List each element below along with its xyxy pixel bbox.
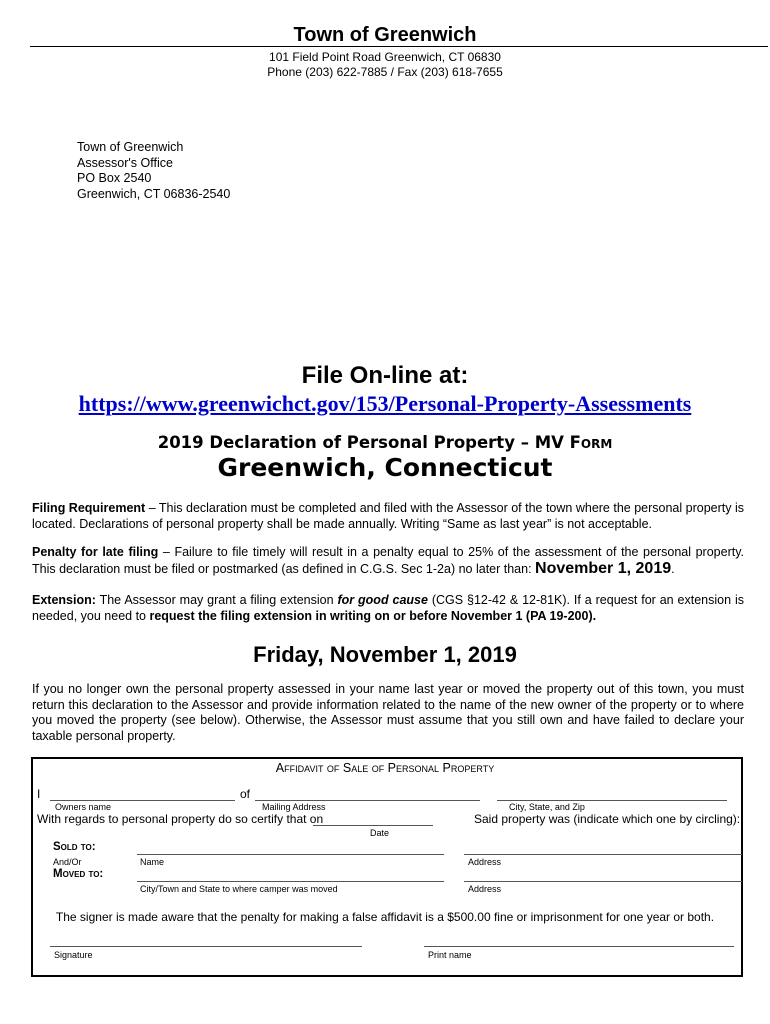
affidavit-title: Affidavit of Sale of Personal Property <box>275 761 495 775</box>
address-caption-2: Address <box>468 884 502 894</box>
town-address: 101 Field Point Road Greenwich, CT 06830 <box>269 50 501 64</box>
city-town-state-caption: City/Town and State to where camper was moved <box>140 884 338 894</box>
return-address-line: Assessor's Office <box>77 155 173 170</box>
penalty-paragraph <box>32 545 744 577</box>
city-state-zip-field[interactable] <box>497 800 727 801</box>
return-address-line: PO Box 2540 <box>77 171 152 185</box>
date-field[interactable] <box>313 825 433 826</box>
return-address-line: Town of Greenwich <box>77 140 184 154</box>
extension-label: Extension: <box>32 593 96 607</box>
false-affidavit-notice: The signer is made aware that the penalty for making a false affidavit is a $500.00 fine or imprisonment for one year or both. <box>55 910 715 924</box>
signature-field[interactable] <box>50 946 362 947</box>
return-address-line: Greenwich, CT 06836-2540 <box>77 186 231 201</box>
filing-requirement-paragraph <box>32 501 744 532</box>
print-name-field[interactable] <box>424 946 734 947</box>
file-online-link[interactable]: https://www.greenwichct.gov/153/Personal-Property-Assessments <box>78 391 692 416</box>
address-field-2[interactable] <box>464 881 742 882</box>
declaration-title <box>0 433 770 452</box>
sold-to-label[interactable]: Sold to: <box>53 841 96 853</box>
name-field[interactable] <box>137 854 444 855</box>
date-caption: Date <box>370 828 390 838</box>
extension-paragraph <box>32 593 744 624</box>
owners-name-field[interactable] <box>50 800 235 801</box>
said-property-text: Said property was (indicate which one by circling): <box>474 812 741 826</box>
extension-text-1: The Assessor may grant a filing extension <box>95 593 338 607</box>
extension-text-2: (CGS §12-42 & 12-81K). If a request for an extension is needed, you need to <box>32 593 744 623</box>
town-phone-fax: Phone (203) 622-7885 / Fax (203) 618-7655 <box>267 65 503 79</box>
address-field-1[interactable] <box>464 854 742 855</box>
extension-request: request the filing extension in writing on or before November 1 (PA 19-200). <box>149 608 597 623</box>
return-address <box>77 140 230 202</box>
no-longer-own-paragraph: If you no longer own the personal property assessed in your name last year or moved the property out of this town, you must return this declaration to the Assessor and provide information related to the name of the new owner of the property or to where you moved the property (see below). Otherwise, the Assessor must assume that you still own and have failed to declare your taxable personal property. <box>32 682 744 743</box>
filing-requirement-label: Filing Requirement <box>32 501 146 515</box>
affidavit-box <box>31 757 743 977</box>
due-date-heading: Friday, November 1, 2019 <box>253 642 517 667</box>
declaration-title-form: Form <box>569 433 613 452</box>
affidavit-of-label: of <box>240 787 251 801</box>
city-state-zip-caption: City, State, and Zip <box>509 802 585 812</box>
city-town-state-field[interactable] <box>137 881 444 882</box>
penalty-deadline: November 1, 2019 <box>535 559 672 577</box>
name-caption: Name <box>140 857 165 867</box>
file-online-label: File On-line at: <box>301 362 469 389</box>
signature-caption: Signature <box>54 950 93 960</box>
declaration-location: Greenwich, Connecticut <box>217 453 553 482</box>
print-name-caption: Print name <box>428 950 472 960</box>
certify-text: With regards to personal property do so certify that on <box>37 812 324 826</box>
penalty-text: – Failure to file timely will result in a penalty equal to 25% of the assessment of the personal property. This declaration must be filed or postmarked (as defined in C.G.S. Sec 1-2a) no later than: <box>32 545 744 576</box>
filing-requirement-text: – This declaration must be completed and filed with the Assessor of the town where the personal property is located. Declarations of personal property shall be made annually. Writing “Same as last year” is not acceptable. <box>32 501 744 531</box>
address-caption-1: Address <box>468 857 502 867</box>
penalty-end: . <box>671 561 675 576</box>
mailing-address-caption: Mailing Address <box>262 802 326 812</box>
header-divider <box>30 46 768 47</box>
owners-name-caption: Owners name <box>55 802 112 812</box>
moved-to-label[interactable]: Moved to: <box>53 868 104 880</box>
and-or-label: And/Or <box>53 857 82 867</box>
mailing-address-field[interactable] <box>255 800 480 801</box>
penalty-label: Penalty for late filing <box>32 545 159 559</box>
declaration-title-main: 2019 Declaration of Personal Property – MV <box>157 433 570 452</box>
extension-good-cause: for good cause <box>337 593 428 607</box>
town-title: Town of Greenwich <box>293 24 477 46</box>
affidavit-i-label: I <box>37 787 41 801</box>
